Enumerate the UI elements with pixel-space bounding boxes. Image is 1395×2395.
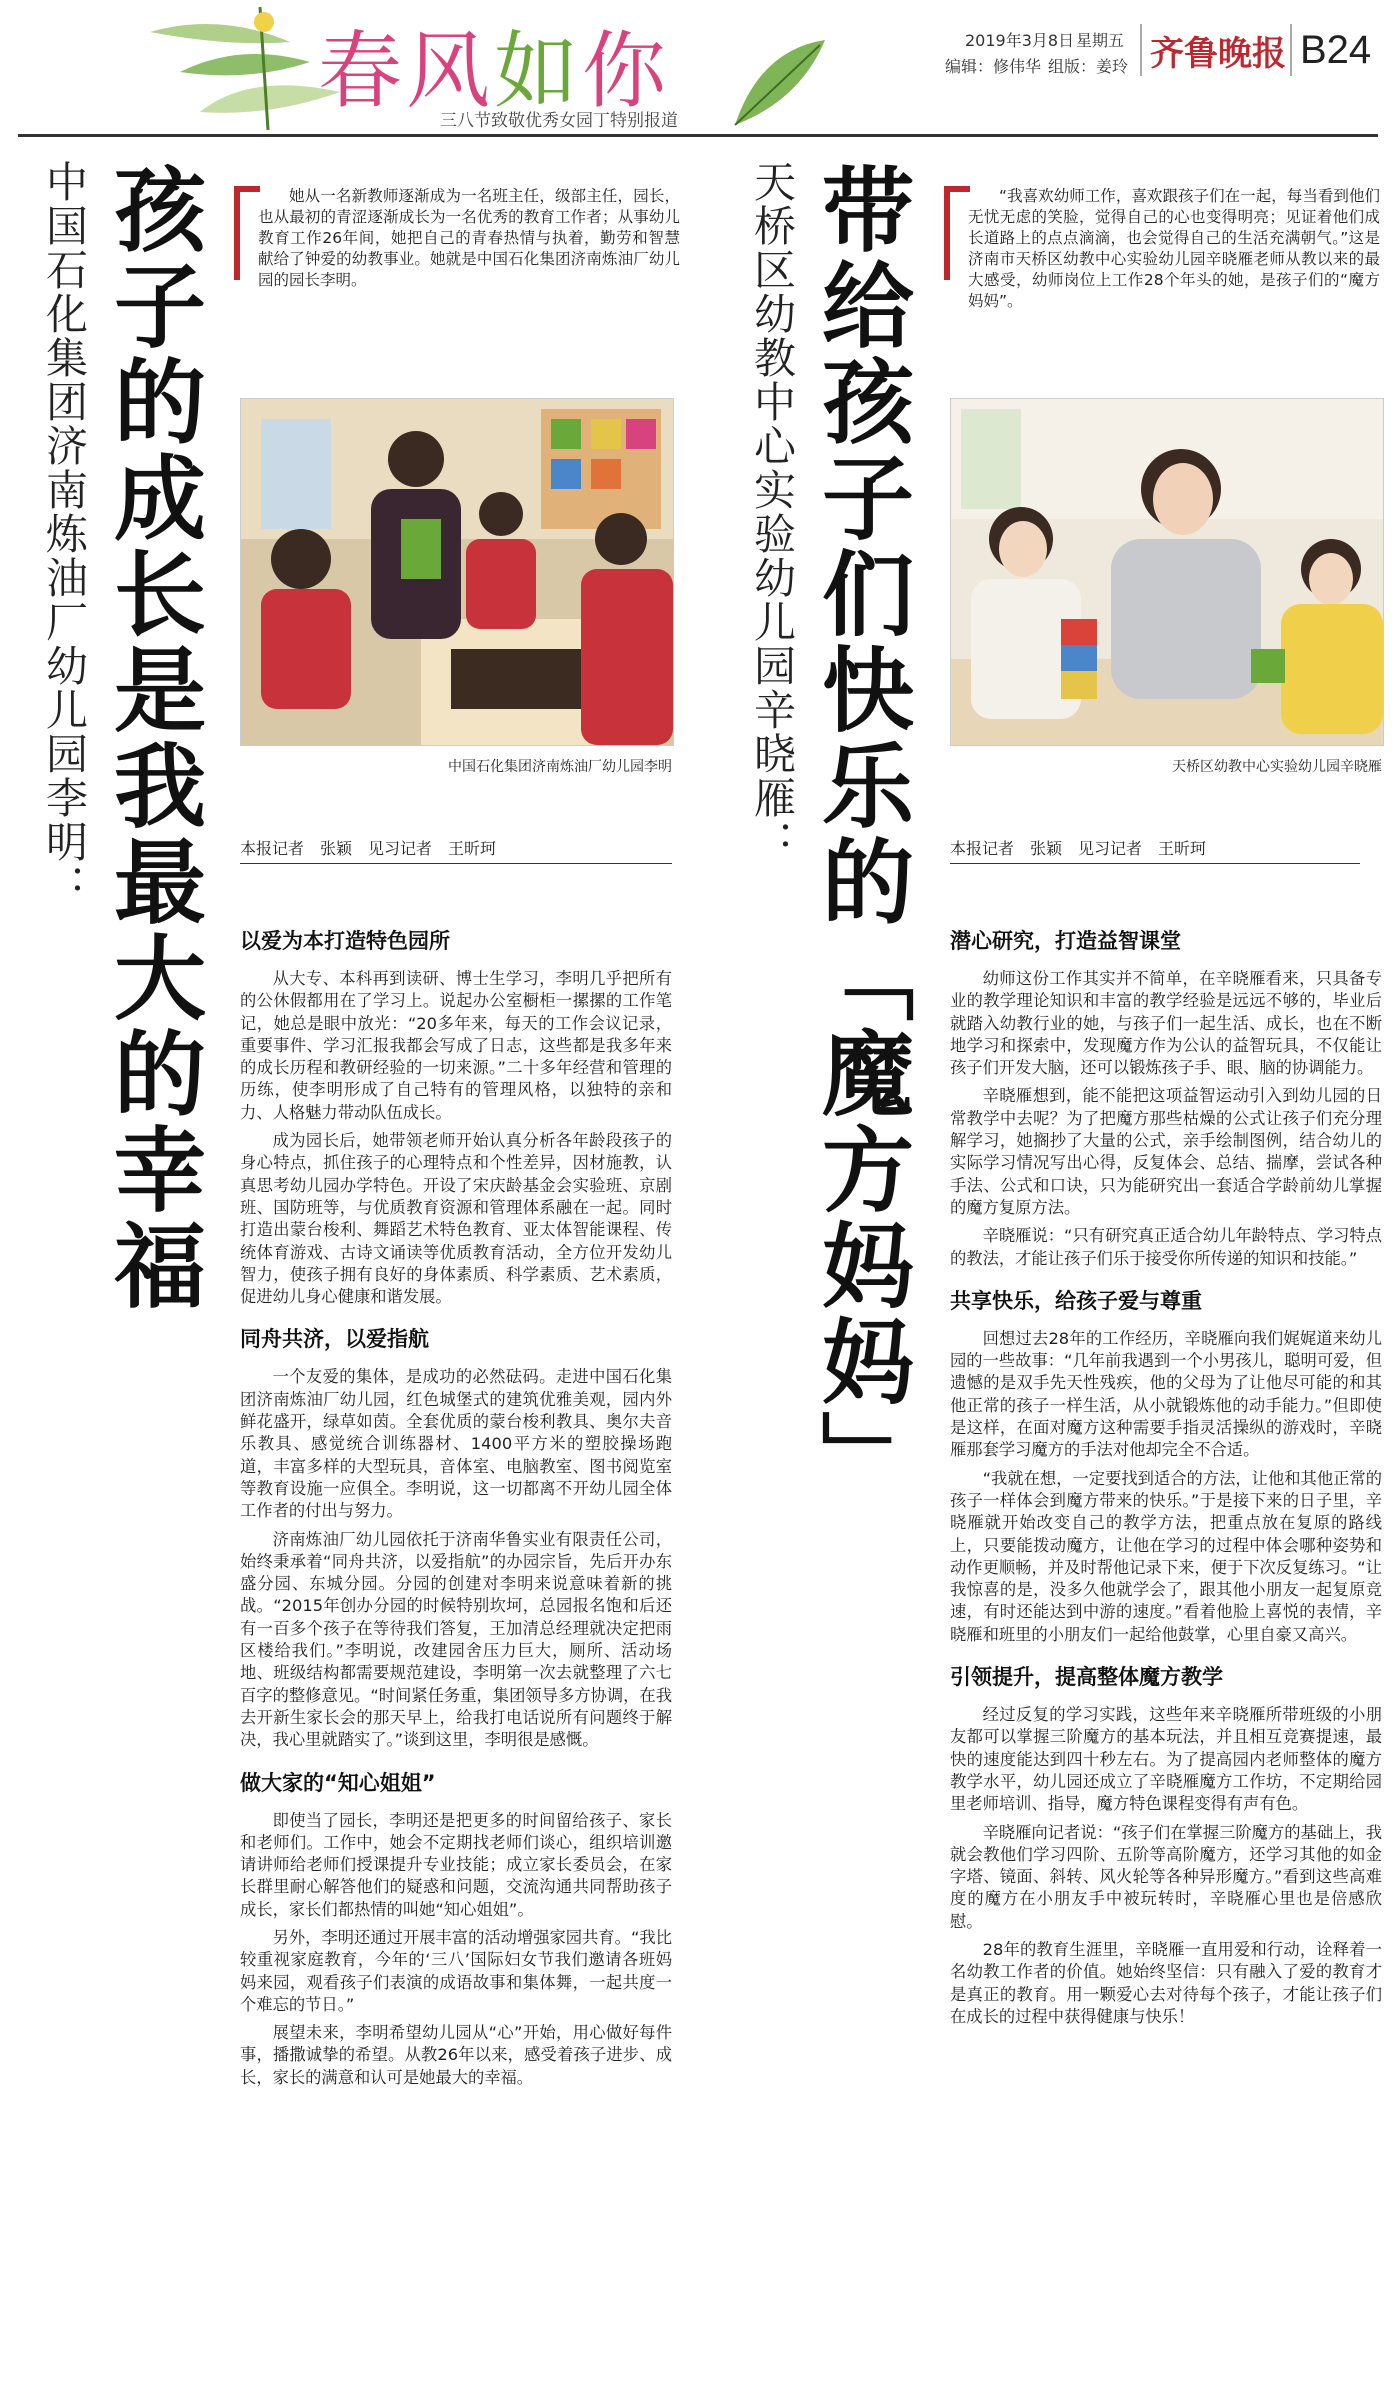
- page-number: B24: [1300, 28, 1372, 72]
- body-paragraph: 一个友爱的集体，是成功的必然砝码。走进中国石化集团济南炼油厂幼儿园，红色城堡式的建筑优雅美观，园内外鲜花盛开，绿草如茵。全套优质的蒙台梭利教具、奥尔夫音乐教具、感觉统合训练器材、1400平方米的塑胶操场跑道，丰富多样的大型玩具，音体室、电脑教室、图书阅览室等教育设施一应俱全。李明说，这一切都离不开幼儿园全体工作者的付出与努力。: [240, 1367, 672, 1521]
- body-paragraph: 经过反复的学习实践，这些年来辛晓雁所带班级的小朋友都可以掌握三阶魔方的基本玩法，并且相互竞赛提速，最快的速度能达到四十秒左右。为了提高园内老师整体的魔方教学水平，幼儿园还成立了辛晓雁魔方工作坊，不定期给园里老师培训、指导，魔方特色课程变得有声有色。: [950, 1705, 1382, 1814]
- body-paragraph: 济南炼油厂幼儿园依托于济南华鲁实业有限责任公司，始终秉承着“同舟共济，以爱指航”的办园宗旨，先后开办东盛分园、东城分园。分园的创建对李明来说意味着新的挑战。“2015年创办分园的时候特别坎坷，总园报名饱和后还有一百多个孩子在等待我们答复，王加清总经理就决定把雨区楼给我们。”李明说，改建园舍压力巨大，厕所、活动场地、班级结构都需要规范建设，李明第一次去就整理了六七百字的整修意见。“时间紧任务重，集团领导多方协调，在我去开新生家长会的那天早上，给我打电话说所有问题终于解决，我心里就踏实了。”谈到这里，李明很是感慨。: [240, 1529, 672, 1750]
- masthead-part: 春风: [318, 22, 495, 120]
- right-article-body: [950, 928, 1382, 2034]
- header-divider: [1140, 24, 1142, 76]
- leaf-decoration-icon: [730, 30, 830, 130]
- right-article-title: 带给孩子们快乐的「魔方妈妈」: [807, 162, 914, 1506]
- right-article-subtitle: 天桥区幼教中心实验幼儿园辛晓雁：: [748, 160, 797, 864]
- section-heading: 共享快乐，给孩子爱与尊重: [950, 1288, 1202, 1313]
- issue-date: 2019年3月8日: [965, 31, 1075, 50]
- right-byline: 本报记者 张颖 见习记者 王昕珂: [950, 836, 1360, 864]
- classroom-photo-illustration: [951, 399, 1383, 745]
- newspaper-logo: 齐鲁晚报: [1150, 34, 1286, 74]
- left-article-body: [240, 928, 672, 2095]
- left-article-title: 孩子的成长是我最大的幸福: [99, 162, 206, 1314]
- left-photo-caption: 中国石化集团济南炼油厂幼儿园李明: [448, 759, 672, 775]
- section-heading: 潜心研究，打造益智课堂: [950, 929, 1181, 953]
- section-heading: 以爱为本打造特色园所: [240, 929, 450, 953]
- body-paragraph: 展望未来，李明希望幼儿园从“心”开始，用心做好每件事，播撒诚挚的希望。从教26年以来，感受着孩子进步、成长，家长的满意和认可是她最大的幸福。: [240, 2023, 672, 2087]
- body-paragraph: “我就在想，一定要找到适合的方法，让他和其他正常的孩子一样体会到魔方带来的快乐。”于是接下来的日子里，辛晓雁就开始改变自己的教学方法，把重点放在复原的路线上，只要能拨动魔方，让他在学习的过程中体会哪种姿势和动作更顺畅，并及时帮他记录下来，便于下次反复练习。“让我惊喜的是，没多久他就学会了，跟其他小朋友一起复原竞速，有时还能达到中游的速度。”看着他脸上喜悦的表情，辛晓雁和班里的小朋友们一起给他鼓掌，心里自豪又高兴。: [950, 1468, 1382, 1644]
- body-paragraph: 成为园长后，她带领老师开始认真分析各年龄段孩子的身心特点，抓住孩子的心理特点和个性差异，因材施教，认真思考幼儿园办学特色。开设了宋庆龄基金会实验班、京剧班、国防班等，与优质教育资源和管理体系融在一起。同时打造出蒙台梭利、舞蹈艺术特色教育、亚太体智能课程、传统体育游戏、古诗文诵读等优质教育活动，全方位开发幼儿智力，使孩子拥有良好的身体素质、科学素质、艺术素质，促进幼儿身心健康和谐发展。: [240, 1131, 672, 1307]
- right-photo: [950, 398, 1384, 746]
- body-paragraph: 辛晓雁想到，能不能把这项益智运动引入到幼儿园的日常教学中去呢？为了把魔方那些枯燥的公式让孩子们充分理解学习，她搁抄了大量的公式，亲手绘制图例，结合幼儿的实际学习情况写出心得，反复体会、总结、揣摩，尝试各种手法、公式和口诀，只为能研究出一套适合学龄前幼儿掌握的魔方复原方法。: [950, 1086, 1382, 1217]
- masthead-part: 如: [494, 22, 583, 120]
- right-intro: “我喜欢幼师工作，喜欢跟孩子们在一起，每当看到他们无忧无虑的笑脸，觉得自己的心也变得明亮；见证着他们成长道路上的点点滴滴，也会觉得自己的生活充满朝气。”这是济南市天桥区幼教中心实验幼儿园辛晓雁老师从教以来的最大感受，幼师岗位上工作28个年头的她，是孩子们的“魔方妈妈”。: [968, 187, 1380, 310]
- body-paragraph: 即使当了园长，李明还是把更多的时间留给孩子、家长和老师们。工作中，她会不定期找老师们谈心，组织培训邀请讲师给老师们授课提升专业技能；成立家长委员会，在家长群里耐心解答他们的疑惑和问题，交流沟通共同帮助孩子成长，家长们都热情的叫她“知心姐姐”。: [240, 1810, 672, 1919]
- body-paragraph: 另外，李明还通过开展丰富的活动增强家园共育。“我比较重视家庭教育，今年的‘三八’国际妇女节我们邀请各班妈妈来园，观看孩子们表演的成语故事和集体舞，一起共度一个难忘的节日。”: [240, 1927, 672, 2014]
- section-heading: 做大家的“知心姐姐”: [240, 1770, 436, 1795]
- left-byline: 本报记者 张颖 见习记者 王昕珂: [240, 836, 672, 864]
- body-paragraph: 辛晓雁说：“只有研究真正适合幼儿年龄特点、学习特点的教法，才能让孩子们乐于接受你所传递的知识和技能。”: [950, 1226, 1382, 1268]
- masthead-subtitle: 三八节致敬优秀女园丁特别报道: [440, 111, 678, 131]
- body-paragraph: 幼师这份工作其实并不简单，在辛晓雁看来，只具备专业的教学理论知识和丰富的教学经验是远远不够的，毕业后就踏入幼教行业的她，与孩子们一起生活、成长，也在不断地学习和探索中，发现魔方作为公认的益智玩具，不仅能让孩子们开发大脑，还可以锻炼孩子手、眼、脑的协调能力。: [950, 969, 1382, 1078]
- right-photo-caption: 天桥区幼教中心实验幼儿园辛晓雁: [1172, 759, 1382, 775]
- section-heading: 引领提升，提高整体魔方教学: [950, 1665, 1223, 1690]
- body-paragraph: 辛晓雁向记者说：“孩子们在掌握三阶魔方的基础上，我就会教他们学习四阶、五阶等高阶魔方，还学习其他的如金字塔、镜面、斜转、风火轮等各种异形魔方。”看到这些高难度的魔方在小朋友手中被玩转时，辛晓雁心里也是倍感欣慰。: [950, 1822, 1382, 1931]
- layout-credit: 组版：姜玲: [1048, 57, 1129, 76]
- body-paragraph: 28年的教育生涯里，辛晓雁一直用爱和行动，诠释着一名幼教工作者的价值。她始终坚信：只有融入了爱的教育才是真正的教育。用一颗爱心去对待每个孩子，才能让孩子们在成长的过程中获得健康与快乐！: [950, 1939, 1382, 2026]
- masthead-part: 你: [582, 22, 671, 120]
- issue-weekday: 星期五: [1076, 31, 1125, 50]
- intro-bracket: [944, 186, 970, 280]
- header-divider: [1290, 24, 1292, 76]
- left-article-subtitle: 中国石化集团济南炼油厂幼儿园李明：: [40, 160, 89, 908]
- body-paragraph: 从大专、本科再到读研、博士生学习，李明几乎把所有的公休假都用在了学习上。说起办公室橱柜一摞摞的工作笔记，她总是眼中放光：“20多年来，每天的工作会议记录，重要事件、学习汇报我都会写成了日志，这些都是我多年来的成长历程和教研经验的一切来源。”二十多年经营和管理的历练，使李明形成了自己特有的管理风格，以独特的亲和力、人格魅力带动队伍成长。: [240, 969, 672, 1122]
- body-paragraph: 回想过去28年的工作经历，辛晓雁向我们娓娓道来幼儿园的一些故事：“几年前我遇到一个小男孩儿，聪明可爱，但遗憾的是双手先天性残疾，他的父母为了让他尽可能的和其他正常的孩子一样生活，从小就锻炼他的动手能力。”但即使是这样，在面对魔方这种需要手指灵活操纵的游戏时，辛晓雁那套学习魔方的手法对他却完全不合适。: [950, 1328, 1382, 1460]
- left-intro: 她从一名新教师逐渐成为一名班主任，级部主任，园长，也从最初的青涩逐渐成长为一名优秀的教育工作者；从事幼儿教育工作26年间，她把自己的青春热情与执着，勤劳和智慧献给了钟爱的幼教事业。她就是中国石化集团济南炼油厂幼儿园的园长李明。: [258, 187, 680, 289]
- left-photo: [240, 398, 674, 746]
- editor-credit: 编辑：修伟华: [945, 57, 1042, 76]
- header-rule: [18, 134, 1378, 137]
- page-header: [0, 0, 1395, 138]
- intro-bracket: [234, 186, 260, 280]
- classroom-photo-illustration: [241, 399, 673, 745]
- section-heading: 同舟共济，以爱指航: [240, 1327, 429, 1352]
